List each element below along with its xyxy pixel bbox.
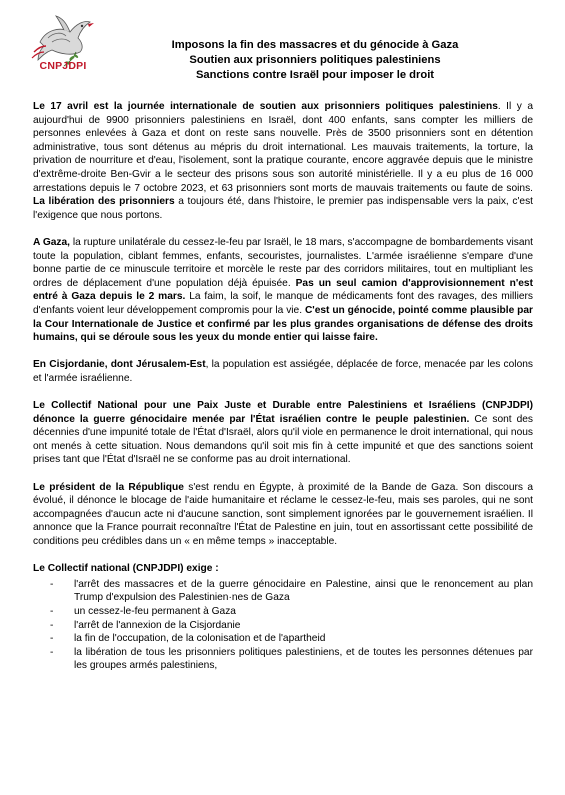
list-item: - l'arrêt des massacres et de la guerre génocidaire en Palestine, ainsi que le renoncement au plan Trump d'expulsion des Palestinien·nes de Gaza	[62, 578, 533, 605]
bold-text: En Cisjordanie, dont Jérusalem-Est	[33, 359, 206, 371]
text: a toujours été, dans l'histoire, le premier pas indispensable vers la paix, c'est l'exigence que nous portons.	[33, 196, 534, 221]
paragraph-president	[33, 481, 533, 549]
bold-text: Pas un seul camion d'approvisionnement n'est entré à Gaza depuis le 2 mars.	[33, 277, 533, 303]
bold-text: C'est un génocide, pointé comme plausible par la Cour Internationale de Justice et confirmé par les plus grandes organisations de défense des droits humains, qui se déroule sous les yeux du monde entier qui laisse faire.	[33, 304, 533, 344]
headline-2: Soutien aux prisonniers politiques palestiniens	[189, 54, 441, 66]
text: . Il y a aujourd'hui de 9900 prisonniers palestiniens en Israël, dont 400 enfants, sans compter les milliers de personnes enlevées à Gaza et dont on reste sans nouvelle. Près de 3500 prisonniers sont en détention administrative, tous sont détenus au mépris du droit international. Les mauvais traitements, la torture, la privation de nourriture et d'eau, l'isolement, sont la pratique courante, encore aggravée depuis que le ministre d'extrême-droite Ben-Gvir a le secteur des prisons sous son autorité ministérielle. Il y a eu plus de 16 000 arrestations depuis le 7 octobre 2023, et 63 prisonniers sont morts de mauvais traitements ou faute de soins.	[33, 101, 533, 194]
headline-3: Sanctions contre Israël pour imposer le droit	[195, 69, 435, 81]
text: s'est rendu en Égypte, à proximité de la Bande de Gaza. Son discours a évolué, il dénonce le blocage de l'aide humanitaire et réclame le cessez-le-feu, mais ses paroles, qui ne sont accompagnées d'aucun acte ni d'aucune sanction, sont simplement ignorées par le gouvernement israélien. Il annonce que la France pourrait reconnaître l'État de Palestine en juin, tout en assortissant cette possibilité de conditions peu crédibles dans un « en même temps » inacceptable.	[33, 481, 533, 547]
headline-1: Imposons la fin des massacres et du génocide à Gaza	[171, 39, 459, 51]
paragraph-cisjordanie	[33, 358, 533, 385]
logo	[26, 12, 96, 84]
bold-text: Le président de la République	[33, 481, 184, 493]
bold-text: A Gaza,	[33, 236, 70, 248]
paragraph-gaza	[33, 236, 533, 345]
body-text	[33, 100, 533, 673]
text: Ce sont des décennies d'une impunité totale de l'État d'Israël, alors qu'il viole en permanence le droit international, qui nous ont menés à cette situation. Nous demandons qu'il soit mis fin à cette impunité et que des sanctions soient prises tant que l'État d'Israël ne se conforme pas au droit international.	[33, 413, 533, 466]
text: , la population est assiégée, déplacée de force, menacée par les colons et l'armée israélienne.	[33, 359, 533, 384]
demands-list	[33, 578, 533, 673]
list-item: - la fin de l'occupation, de la colonisation et de l'apartheid	[62, 632, 533, 646]
paragraph-collectif	[33, 399, 533, 467]
list-item: - un cessez-le-feu permanent à Gaza	[62, 605, 533, 619]
bold-text: Le Collectif National pour une Paix Juste et Durable entre Palestiniens et Israéliens (CNPJDPI) dénonce la guerre génocidaire menée par l'État israélien contre le peuple palestinien.	[33, 400, 533, 425]
list-item: - la libération de tous les prisonniers politiques palestiniens, et de toutes les personnes détenues par les groupes armés palestiniens,	[62, 646, 533, 673]
headline-block	[120, 38, 510, 83]
bold-text: La libération des prisonniers	[33, 196, 175, 208]
list-item: - l'arrêt de l'annexion de la Cisjordanie	[62, 619, 533, 633]
text: La faim, la soif, le manque de médicaments font des ravages, des milliers d'enfants voient leur développement compromis pour la vie.	[33, 291, 533, 316]
paragraph-prisoners	[33, 100, 533, 222]
logo-text: CNPJDPI	[39, 60, 87, 72]
text: la rupture unilatérale du cessez-le-feu par Israël, le 18 mars, s'accompagne de bombardements visant toute la population, ciblant femmes, enfants, secouristes, journalistes. L'armée israélienne s'empare d'une bonne partie de ce minuscule territoire et morcèle le reste par des corridors militaires, tout en multipliant les ordres de déplacement d'une population déjà épuisée.	[33, 236, 533, 289]
demands-heading: Le Collectif national (CNPJDPI) exige :	[33, 563, 219, 575]
bold-text: Le 17 avril est la journée internationale de soutien aux prisonniers politiques palestiniens	[33, 101, 498, 112]
